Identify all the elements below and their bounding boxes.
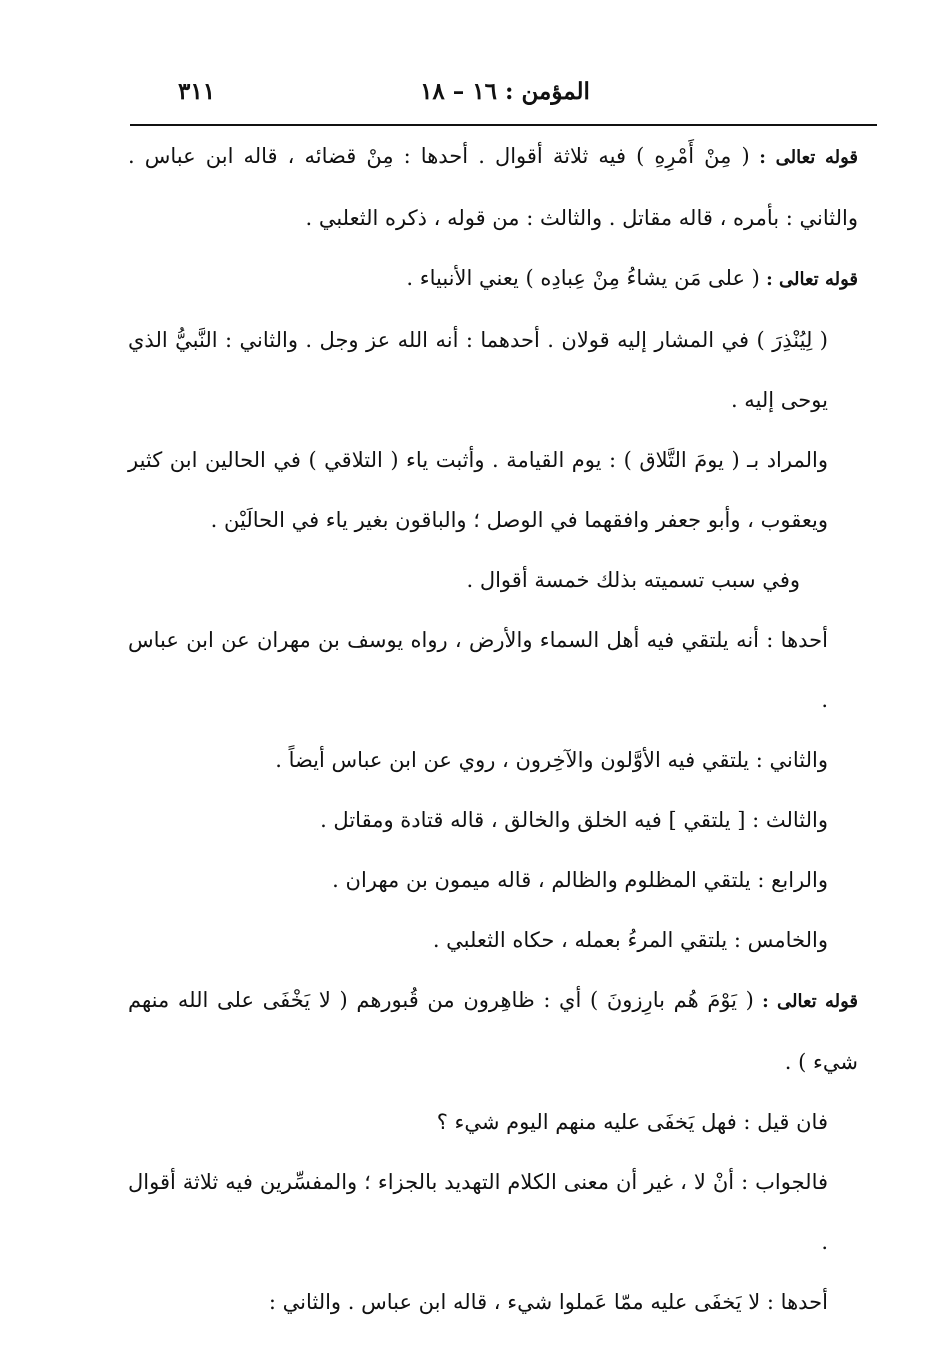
page-number: ٣١١ <box>178 78 216 105</box>
header-title: المؤمن : ١٦ – ١٨ <box>420 78 590 105</box>
paragraph-2 <box>128 248 858 310</box>
paragraph-text: والمراد بـ ( يومَ التَّلاق ) : يوم القيامة . وأثبت ياء ( التلاقي ) في الحالين ابن كثير ويعقوب ، وأبو جعفر وافقهما في الوصل ؛ والباقون بغير ياء في الحالَيْن . <box>128 448 828 532</box>
paragraph-text: والخامس : يلتقي المرءُ بعمله ، حكاه الثعلبي . <box>432 928 828 952</box>
paragraph-6 <box>128 610 858 730</box>
paragraph-text: فالجواب : أنْ لا ، غير أن معنى الكلام التهديد بالجزاء ؛ والمفسِّرين فيه ثلاثة أقوال . <box>128 1170 828 1254</box>
paragraph-8 <box>128 790 858 850</box>
paragraph-text: ( يَوْمَ هُم بارِزونَ ) أي : ظاهِرون من قُبورهم ( لا يَخْفَى على الله منهم شيء ) . <box>128 988 858 1074</box>
paragraph-12 <box>128 1092 858 1152</box>
paragraph-4 <box>128 430 858 550</box>
paragraph-5 <box>128 550 858 610</box>
paragraph-7 <box>128 730 858 790</box>
paragraph-11 <box>128 970 858 1092</box>
paragraph-text: فان قيل : فهل يَخفَى عليه منهم اليوم شيء ؟ <box>436 1110 828 1134</box>
paragraph-text: والثالث : [ يلتقي ] فيه الخلق والخالق ، قاله قتادة ومقاتل . <box>320 808 828 832</box>
paragraph-1 <box>128 126 858 248</box>
paragraph-14 <box>128 1272 858 1332</box>
paragraph-10 <box>128 910 858 970</box>
paragraph-text: أحدها : أنه يلتقي فيه أهل السماء والأرض ، رواه يوسف بن مهران عن ابن عباس . <box>128 628 828 712</box>
paragraph-text: ( مِنْ أَمْرِهِ ) فيه ثلاثة أقوال . أحدها : مِنْ قضائه ، قاله ابن عباس . والثاني : بأمره ، قاله مقاتل . والثالث : من قوله ، ذكره الثعلبي . <box>128 144 858 230</box>
running-header <box>130 78 880 118</box>
paragraph-lead: قوله تعالى : <box>759 269 858 290</box>
paragraph-text: ( لِيُنْذِرَ ) في المشار إليه قولان . أحدهما : أنه الله عز وجل . والثاني : النَّبيُّ الذي يوحى إليه . <box>128 328 828 412</box>
paragraph-text: والثاني : يلتقي فيه الأوَّلون والآخِرون ، روي عن ابن عباس أيضاً . <box>275 748 828 772</box>
paragraph-text: والرابع : يلتقي المظلوم والظالم ، قاله ميمون بن مهران . <box>332 868 828 892</box>
paragraph-lead: قوله تعالى : <box>753 991 858 1012</box>
paragraph-text: وفي سبب تسميته بذلك خمسة أقوال . <box>466 568 800 592</box>
paragraph-lead: قوله تعالى : <box>749 147 858 168</box>
paragraph-13 <box>128 1152 858 1272</box>
paragraph-9 <box>128 850 858 910</box>
paragraph-text: ( على مَن يشاءُ مِنْ عِبادِه ) يعني الأنبياء . <box>406 266 760 290</box>
paragraph-3 <box>128 310 858 430</box>
paragraph-text: أحدها : لا يَخفَى عليه ممّا عَملوا شيء ، قاله ابن عباس . والثاني : <box>268 1290 828 1314</box>
body-text <box>128 126 858 1332</box>
